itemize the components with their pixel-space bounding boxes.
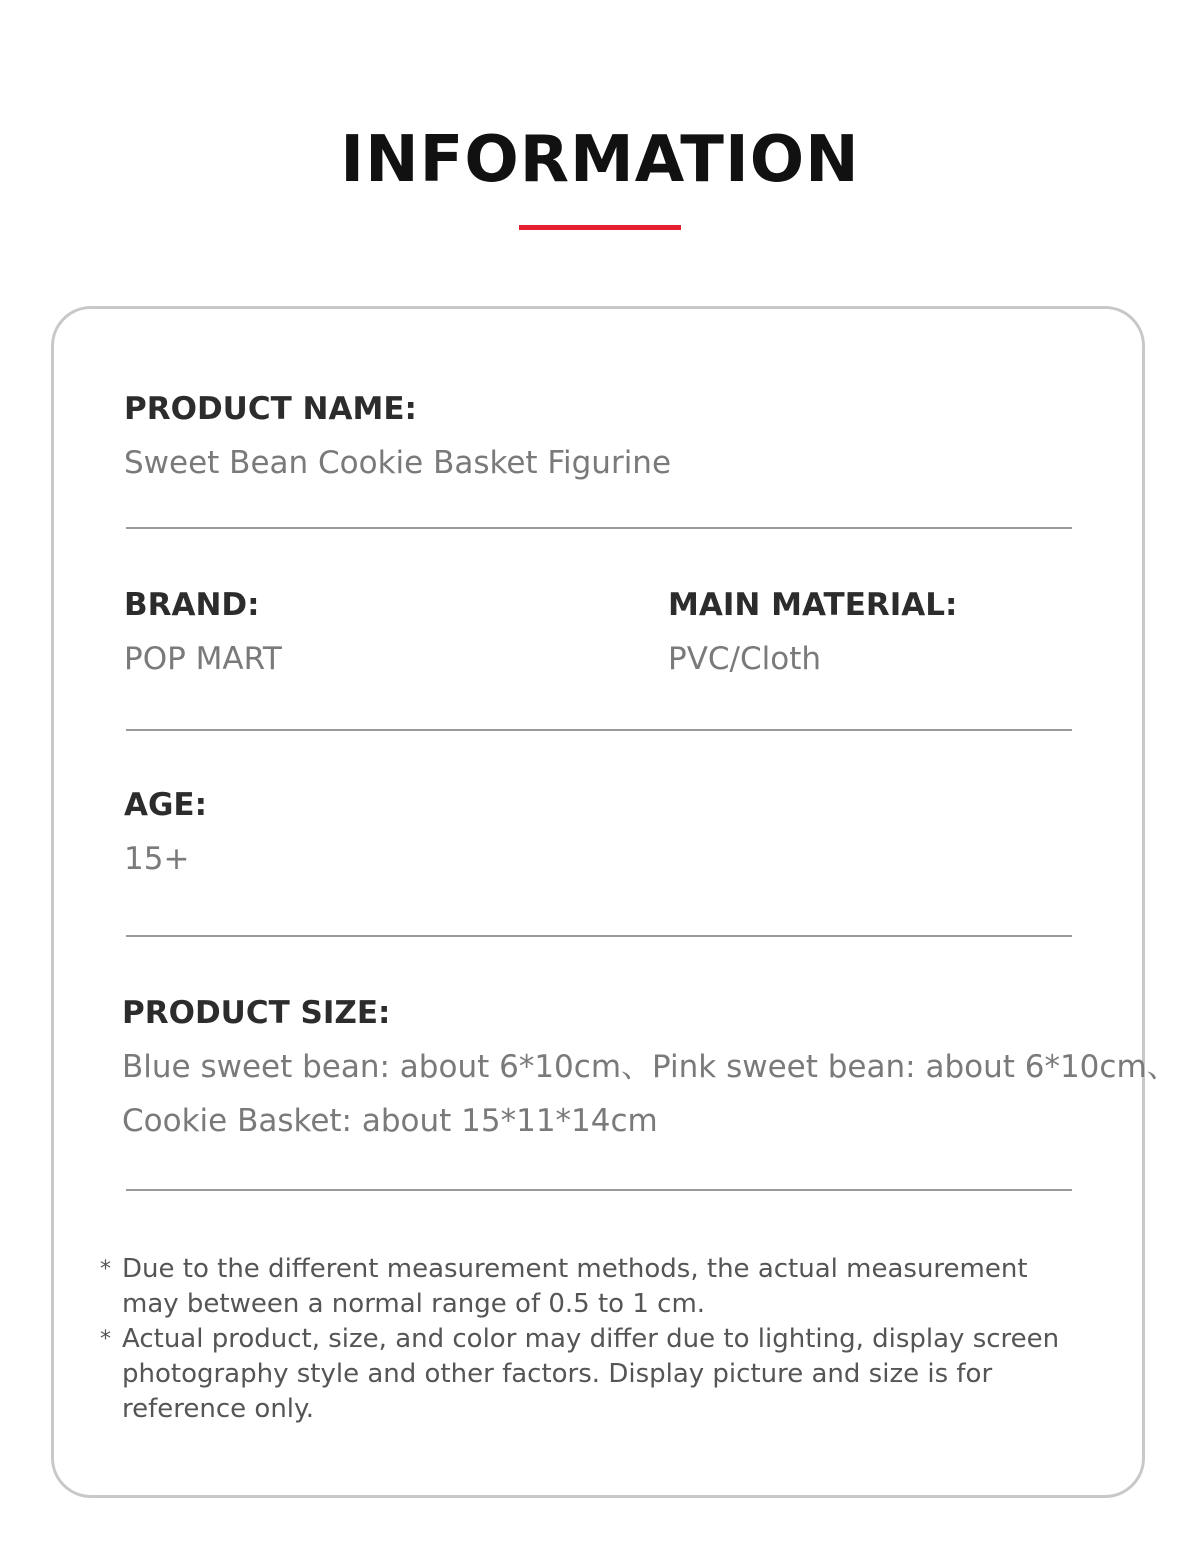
- age-value: 15+: [124, 841, 190, 877]
- product-name-label: PRODUCT NAME:: [124, 391, 417, 427]
- brand-label: BRAND:: [124, 587, 260, 623]
- divider: [126, 935, 1072, 937]
- title-accent-bar: [519, 225, 681, 230]
- disclaimer-note: [100, 1252, 1080, 1322]
- product-name-value: Sweet Bean Cookie Basket Figurine: [124, 445, 672, 481]
- main-material-value: PVC/Cloth: [668, 641, 822, 677]
- product-size-line-2: Cookie Basket: about 15*11*14cm: [122, 1103, 658, 1139]
- asterisk-marker: *: [100, 1327, 111, 1352]
- main-material-label: MAIN MATERIAL:: [668, 587, 958, 623]
- age-label: AGE:: [124, 787, 208, 823]
- disclaimer-note: [100, 1322, 1080, 1427]
- divider: [126, 527, 1072, 529]
- page-title: INFORMATION: [340, 123, 860, 197]
- divider: [126, 729, 1072, 731]
- brand-value: POP MART: [124, 641, 282, 677]
- disclaimer-text: Actual product, size, and color may differ due to lighting, display screen photography style and other factors. Display picture and size is for reference only.: [122, 1324, 1060, 1424]
- product-size-label: PRODUCT SIZE:: [122, 995, 391, 1031]
- product-size-line-1: Blue sweet bean: about 6*10cm、Pink sweet bean: about 6*10cm、: [122, 1049, 1178, 1085]
- disclaimer-text: Due to the different measurement methods, the actual measurement may between a normal range of 0.5 to 1 cm.: [122, 1254, 1028, 1319]
- divider: [126, 1189, 1072, 1191]
- asterisk-marker: *: [100, 1257, 111, 1282]
